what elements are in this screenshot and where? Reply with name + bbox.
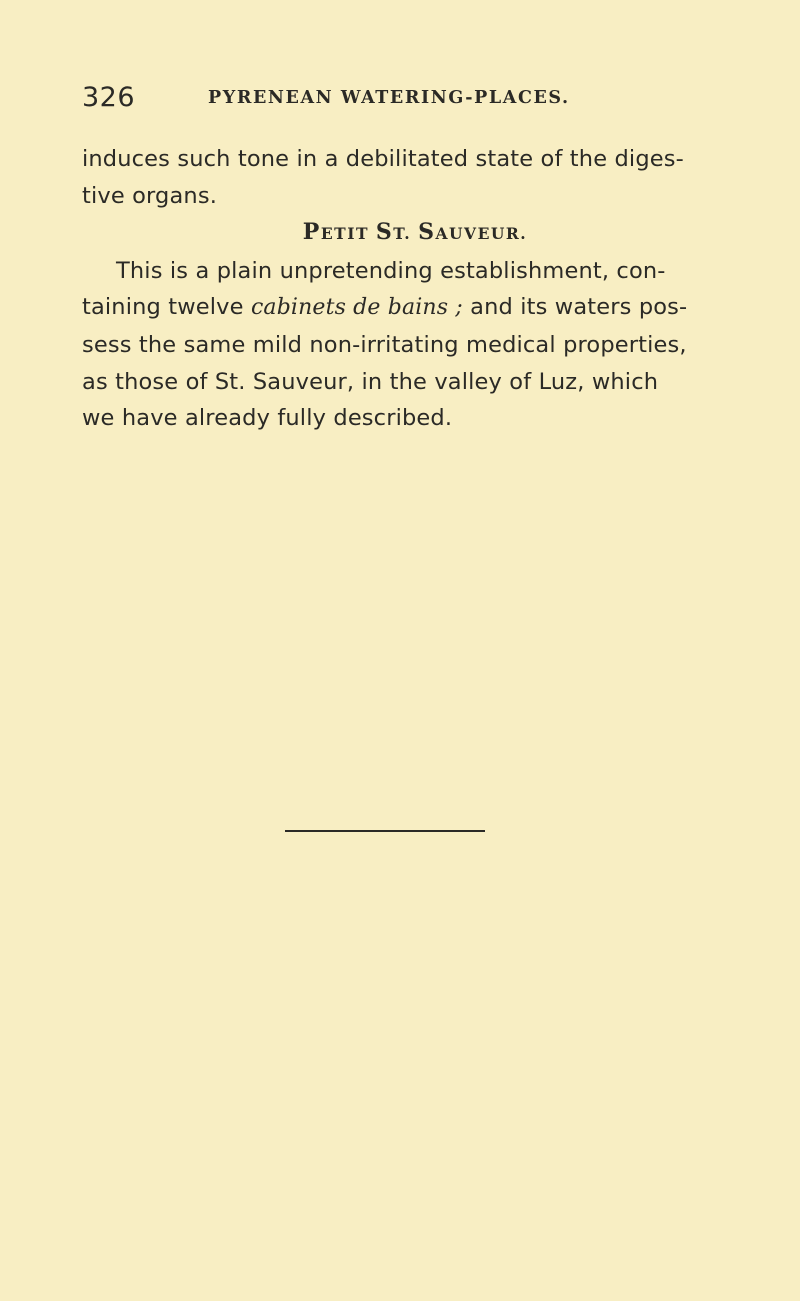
running-title: PYRENEAN WATERING-PLACES. <box>208 88 570 108</box>
paragraph-1-line-2: tive organs. <box>82 182 218 209</box>
heading-small-caps-3: AUVEUR. <box>435 224 528 244</box>
paragraph-2-line-2-end: and its waters pos- <box>462 294 688 321</box>
heading-small-caps-1: ETIT <box>320 224 376 244</box>
page-number: 326 <box>82 82 136 113</box>
paragraph-2-line-4: as those of St. Sauveur, in the valley of Luz, which <box>82 368 659 395</box>
section-heading <box>82 214 742 253</box>
italic-phrase: cabinets de bains ; <box>250 295 463 321</box>
paragraph-1-line-1: induces such tone in a debilitated state of the diges- <box>82 146 684 172</box>
heading-cap-1: P <box>302 219 321 246</box>
heading-cap-2: S <box>375 219 394 246</box>
paragraph-2-line-2-start: taining twelve <box>82 294 251 321</box>
page-body <box>82 141 742 437</box>
paragraph-2-line-3: sess the same mild non-irritating medical properties, <box>82 331 687 358</box>
paragraph-2-line-2 <box>82 289 742 327</box>
section-end-rule <box>285 830 485 832</box>
paragraph-2-line-5: we have already fully described. <box>82 405 453 432</box>
heading-cap-3: S <box>418 219 436 246</box>
heading-small-caps-2: T. <box>393 224 419 244</box>
paragraph-2-line-1: This is a plain unpretending establishment, con- <box>116 257 666 284</box>
running-head <box>82 82 732 122</box>
